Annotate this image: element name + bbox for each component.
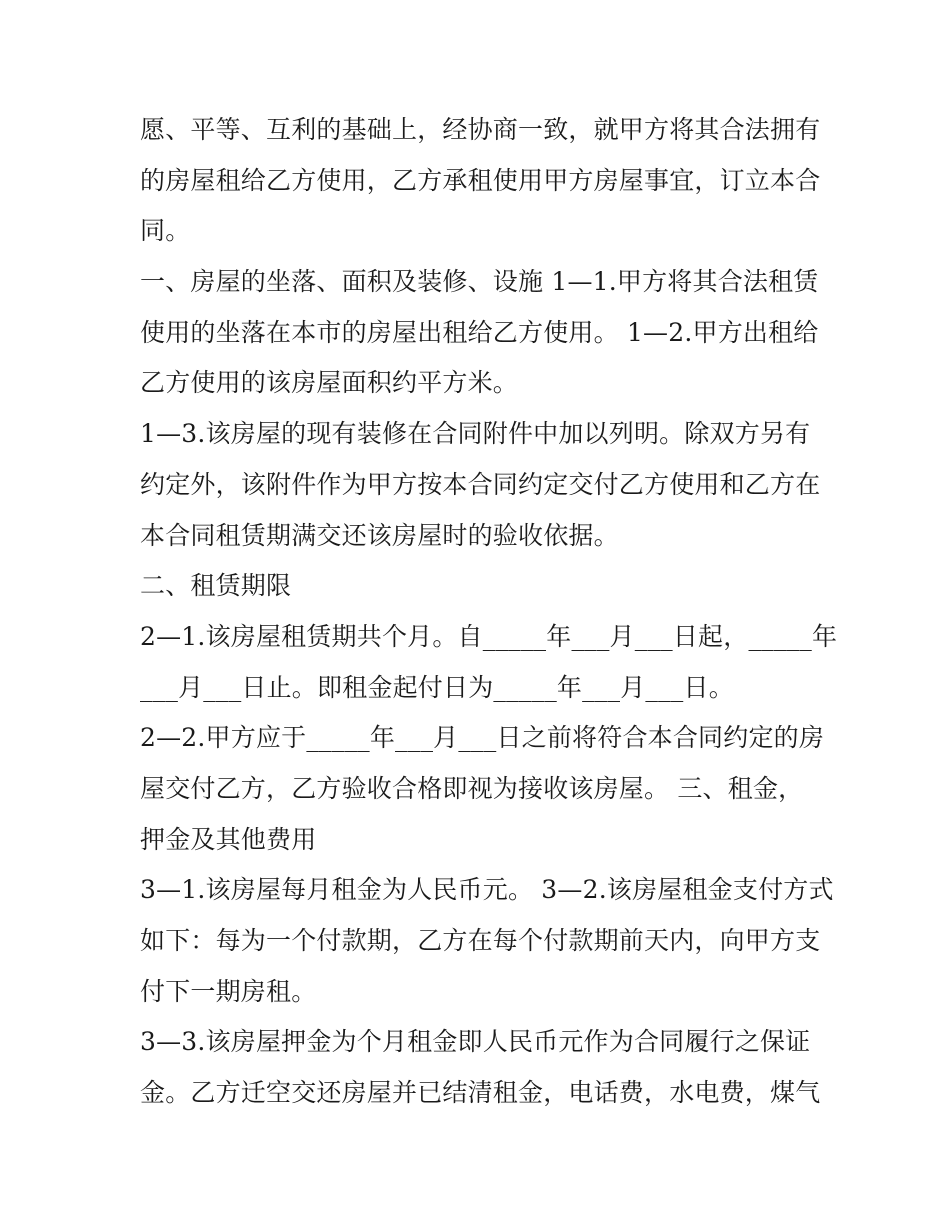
contract-body-text <box>140 105 838 1119</box>
text-line: 押金及其他费用 <box>140 824 317 854</box>
text-line: 本合同租赁期满交还该房屋时的验收依据。 <box>140 520 619 550</box>
text-line: 如下：每为一个付款期，乙方在每个付款期前天内，向甲方支 <box>140 926 821 955</box>
text-line: 愿、平等、互利的基础上，经协商一致，就甲方将其合法拥有 <box>140 115 821 144</box>
text-line: 2—1.该房屋租赁期共个月。自_____年___月___日起，_____年 <box>140 621 838 651</box>
section-heading-line: 二、租赁期限 <box>140 571 292 601</box>
text-line: 3—1.该房屋每月租金为人民币元。 3—2.该房屋租金支付方式 <box>140 875 834 905</box>
text-line: 乙方使用的该房屋面积约平方米。 <box>140 368 519 398</box>
text-line: 1—3.该房屋的现有装修在合同附件中加以列明。除双方另有 <box>140 419 811 449</box>
text-line: 2—2.甲方应于_____年___月___日之前将符合本合同约定的房 <box>140 723 825 753</box>
text-line: 使用的坐落在本市的房屋出租给乙方使用。 1—2.甲方出租给 <box>140 317 819 347</box>
text-line: 付下一期房租。 <box>140 976 317 1006</box>
section-heading-line: 一、房屋的坐落、面积及装修、设施 1—1.甲方将其合法租赁 <box>140 267 819 297</box>
text-line: 约定外，该附件作为甲方按本合同约定交付乙方使用和乙方在 <box>140 469 821 499</box>
text-line: 金。乙方迁空交还房屋并已结清租金，电话费，水电费，煤气 <box>140 1078 821 1108</box>
text-line: 屋交付乙方，乙方验收合格即视为接收该房屋。 三、租金， <box>140 773 804 803</box>
text-line: 3—3.该房屋押金为个月租金即人民币元作为合同履行之保证 <box>140 1027 811 1057</box>
text-line: 同。 <box>140 216 191 246</box>
text-line: ___月___日止。即租金起付日为_____年___月___日。 <box>140 672 734 702</box>
text-line: 的房屋租给乙方使用，乙方承租使用甲方房屋事宜，订立本合 <box>140 165 821 195</box>
